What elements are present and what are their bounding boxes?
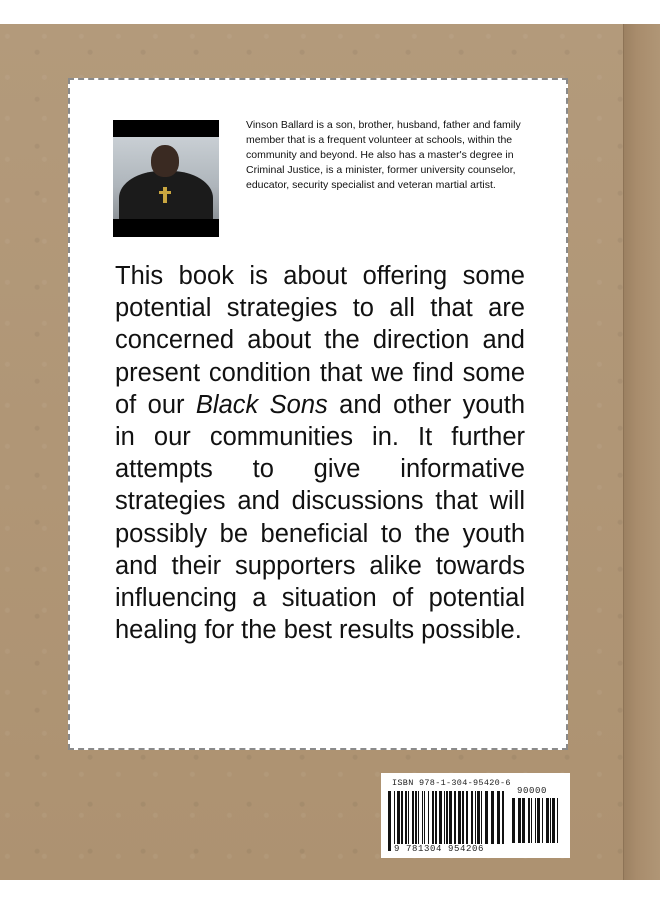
barcode-bar (462, 791, 464, 844)
barcode-bar (397, 791, 400, 844)
barcode-bar (466, 791, 468, 844)
isbn-barcode (381, 773, 570, 858)
book-spine (623, 24, 660, 880)
barcode-bar (405, 791, 407, 844)
barcode-bar (497, 791, 500, 844)
description-emphasis: Black Sons (195, 390, 328, 419)
description-part-2: and other youth in our communities in. It further attempts to give informative strategies and discussions that will possibly be beneficial to the youth and their supporters alike towards influencing a situation of potential healing for the best results possible. (115, 390, 525, 645)
barcode-bar (481, 791, 482, 844)
barcode-bar (388, 791, 391, 851)
barcode-bar (424, 791, 425, 844)
pendant-icon (163, 187, 167, 203)
barcode-bar (449, 791, 452, 851)
barcode-bar (477, 791, 480, 844)
book-description (115, 260, 525, 646)
book-back-cover (0, 24, 660, 880)
barcode-bar (502, 791, 504, 844)
barcode-bar (444, 791, 445, 844)
author-portrait-icon (113, 137, 219, 219)
barcode-bar (415, 791, 417, 844)
barcode-bar (401, 791, 403, 844)
description-part-1: This book is about offering some potential strategies to all that are concerned about the direction and present condition that we find some of our (115, 262, 525, 419)
barcode-bar (512, 798, 515, 843)
barcode-bar (518, 798, 521, 843)
barcode-bar (428, 791, 429, 844)
barcode-bar (454, 791, 456, 844)
barcode-addon-digits: 90000 (517, 786, 548, 796)
barcode-bars (387, 791, 509, 851)
barcode-bar (552, 798, 555, 843)
barcode-bar (422, 791, 423, 844)
barcode-bar (412, 791, 414, 844)
barcode-bar (435, 791, 437, 844)
barcode-bar (528, 798, 530, 843)
barcode-bar (432, 791, 434, 844)
barcode-bar (542, 798, 543, 843)
barcode-bar (485, 791, 488, 844)
portrait-head (151, 145, 179, 177)
barcode-bar (557, 798, 558, 843)
barcode-bar (439, 791, 442, 844)
barcode-addon-bars (511, 798, 561, 850)
content-panel (68, 78, 568, 750)
author-bio: Vinson Ballard is a son, brother, husband, father and family member that is a frequent volunteer at schools, within the community and beyond. He also has a master's degree in Criminal Justice, is a minister, former university counselor, educator, security specialist and veteran martial artist. (246, 119, 521, 191)
isbn-label: ISBN 978-1-304-95420-6 (392, 778, 511, 788)
barcode-bar (471, 791, 473, 844)
barcode-bar (418, 791, 419, 844)
barcode-bar (394, 791, 395, 844)
barcode-bar (535, 798, 536, 843)
barcode-bar (522, 798, 525, 843)
barcode-bar (446, 791, 448, 851)
barcode-bar (537, 798, 540, 843)
barcode-bar (546, 798, 549, 843)
barcode-bar (550, 798, 551, 843)
barcode-bar (408, 791, 409, 844)
barcode-bar (531, 798, 532, 843)
barcode-bar (491, 791, 494, 844)
barcode-bar (458, 791, 461, 844)
barcode-main-digits: 9 781304 954206 (394, 844, 485, 854)
author-photo (113, 120, 219, 237)
barcode-bar (475, 791, 476, 844)
